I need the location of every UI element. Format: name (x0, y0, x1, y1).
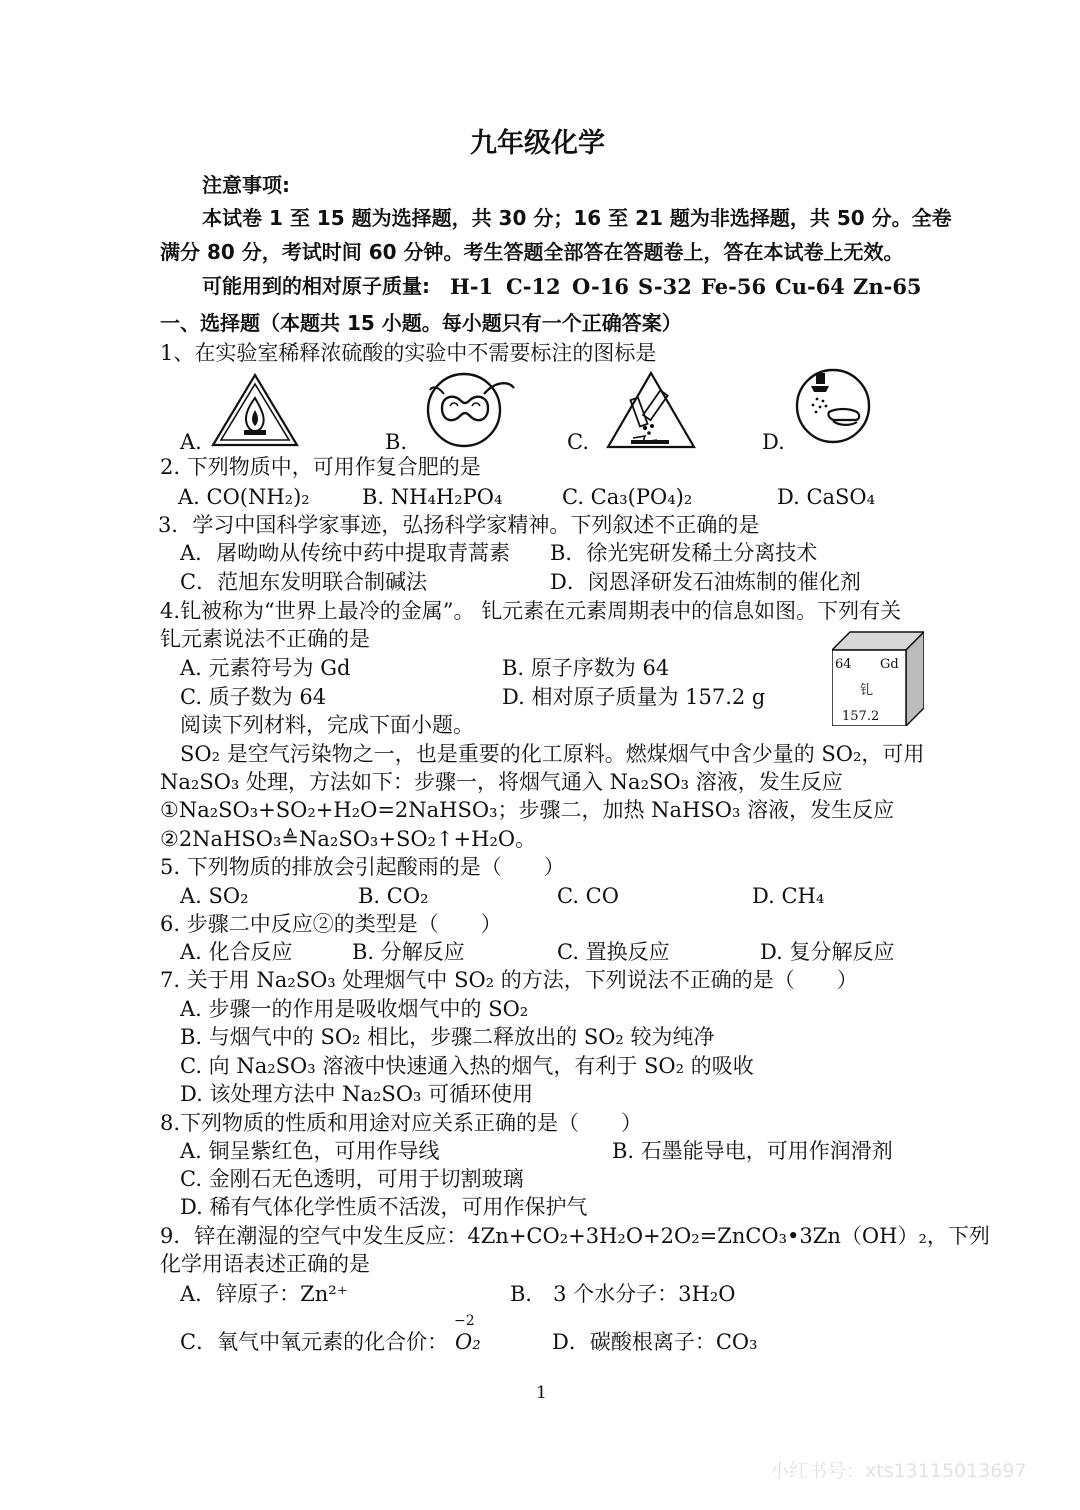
flame-warning-icon (210, 372, 300, 448)
q2-option-b: B. NH₄H₂PO₄ (362, 485, 503, 509)
corrosive-warning-icon (605, 370, 697, 450)
material-line-4: ②2NaHSO₃≜Na₂SO₃+SO₂↑+H₂O。 (160, 827, 537, 851)
atomic-mass-cu: Cu-64 (775, 274, 845, 299)
q5-option-c: C. CO (557, 884, 619, 908)
q6-option-d: D. 复分解反应 (760, 940, 895, 964)
q1-stem: 1、在实验室稀释浓硫酸的实验中不需要标注的图标是 (160, 341, 657, 365)
q3-option-a: A．屠呦呦从传统中药中提取青蒿素 (180, 541, 511, 565)
material-line-2: Na₂SO₃ 处理，方法如下：步骤一，将烟气通入 Na₂SO₃ 溶液，发生反应 (160, 770, 843, 794)
q8-option-d: D. 稀有气体化学性质不活泼，可用作保护气 (180, 1195, 588, 1219)
element-atomic-mass: 157.2 (842, 709, 880, 724)
q9-option-c-valence: −2 (454, 1313, 475, 1329)
element-cell-gadolinium (832, 630, 924, 726)
section-heading: 一、选择题（本题共 15 小题。每小题只有一个正确答案） (160, 311, 682, 335)
q6-stem: 6. 步骤二中反应②的类型是（ ） (160, 912, 502, 936)
q1-option-c-letter: C. (567, 430, 589, 454)
q7-option-d: D. 该处理方法中 Na₂SO₃ 可循环使用 (180, 1082, 534, 1106)
notice-heading: 注意事项: (202, 173, 290, 197)
hand-wash-icon (793, 366, 873, 446)
q6-option-a: A. 化合反应 (180, 940, 293, 964)
q5-option-d: D. CH₄ (752, 884, 825, 908)
element-name: 钆 (860, 683, 874, 698)
q8-option-b: B. 石墨能导电，可用作润滑剂 (612, 1139, 893, 1163)
element-symbol: Gd (880, 657, 899, 672)
q7-option-b: B. 与烟气中的 SO₂ 相比，步骤二释放出的 SO₂ 较为纯净 (180, 1025, 715, 1049)
q7-option-a: A. 步骤一的作用是吸收烟气中的 SO₂ (180, 997, 529, 1021)
q6-option-b: B. 分解反应 (352, 940, 465, 964)
q9-stem-line-2: 化学用语表述正确的是 (160, 1252, 370, 1276)
q4-option-c: C. 质子数为 64 (180, 685, 327, 709)
atomic-mass-label: 可能用到的相对原子质量: (202, 274, 430, 298)
q3-option-b: B．徐光宪研发稀土分离技术 (550, 541, 818, 565)
page-title: 九年级化学 (470, 128, 605, 159)
material-line-3: ①Na₂SO₃+SO₂+H₂O=2NaHSO₃；步骤二，加热 NaHSO₃ 溶液，发生反应 (160, 798, 895, 822)
q7-option-c: C. 向 Na₂SO₃ 溶液中快速通入热的烟气，有利于 SO₂ 的吸收 (180, 1054, 754, 1078)
q9-option-c-label: C．氧气中氧元素的化合价： (180, 1330, 449, 1354)
atomic-mass-fe: Fe-56 (701, 274, 767, 299)
atomic-mass-zn: Zn-65 (853, 274, 922, 299)
material-line-1: SO₂ 是空气污染物之一，也是重要的化工原料。燃煤烟气中含少量的 SO₂，可用 (180, 742, 925, 766)
atomic-mass-s: S-32 (638, 274, 692, 299)
q1-option-b-letter: B. (385, 430, 408, 454)
atomic-mass-c: C-12 (506, 274, 561, 299)
q3-option-c: C．范旭东发明联合制碱法 (180, 570, 428, 594)
notice-line-1: 本试卷 1 至 15 题为选择题，共 30 分；16 至 21 题为非选择题，共 50 分。全卷 (202, 206, 952, 230)
q2-option-d: D. CaSO₄ (777, 485, 876, 509)
q9-option-b: B． 3 个水分子：3H₂O (510, 1282, 736, 1306)
q7-stem: 7. 关于用 Na₂SO₃ 处理烟气中 SO₂ 的方法，下列说法不正确的是（ ） (160, 968, 858, 992)
q5-option-a: A. SO₂ (180, 884, 249, 908)
watermark: 小红书号：xts13115013697 (770, 1460, 1027, 1482)
q4-option-d: D. 相对原子质量为 157.2 g (502, 685, 766, 709)
page-number: 1 (536, 1383, 547, 1403)
element-atomic-number: 64 (835, 657, 852, 672)
reading-intro: 阅读下列材料，完成下面小题。 (180, 713, 474, 737)
q6-option-c: C. 置换反应 (557, 940, 670, 964)
q3-option-d: D．闵恩泽研发石油炼制的催化剂 (550, 570, 861, 594)
goggles-icon (420, 368, 520, 452)
q5-stem: 5. 下列物质的排放会引起酸雨的是（ ） (160, 855, 565, 879)
q8-stem: 8.下列物质的性质和用途对应关系正确的是（ ） (160, 1111, 643, 1135)
q1-option-d-letter: D. (762, 430, 785, 454)
q5-option-b: B. CO₂ (358, 884, 429, 908)
q4-option-b: B. 原子序数为 64 (502, 656, 670, 680)
q8-option-a: A. 铜呈紫红色，可用作导线 (180, 1139, 440, 1163)
q1-option-a-letter: A. (180, 430, 202, 454)
q9-stem-line-1: 9．锌在潮湿的空气中发生反应：4Zn+CO₂+3H₂O+2O₂=ZnCO₃•3Zn（OH）₂，下列 (160, 1224, 990, 1248)
atomic-mass-o: O-16 (572, 274, 630, 299)
q9-option-a: A．锌原子：Zn²⁺ (180, 1282, 348, 1306)
q9-option-c-formula: O₂ (455, 1330, 481, 1354)
q8-option-c: C. 金刚石无色透明，可用于切割玻璃 (180, 1167, 524, 1191)
q4-stem-line-1: 4.钆被称为“世界上最冷的金属”。 钆元素在元素周期表中的信息如图。下列有关 (160, 599, 902, 623)
q3-stem: 3．学习中国科学家事迹，弘扬科学家精神。下列叙述不正确的是 (158, 513, 760, 537)
q2-option-a: A. CO(NH₂)₂ (178, 485, 310, 509)
q4-stem-line-2: 钆元素说法不正确的是 (160, 627, 370, 651)
q2-option-c: C. Ca₃(PO₄)₂ (562, 485, 693, 509)
atomic-mass-h: H-1 (450, 274, 494, 299)
notice-line-2: 满分 80 分，考试时间 60 分钟。考生答题全部答在答题卷上，答在本试卷上无效。 (160, 240, 904, 264)
q2-stem: 2. 下列物质中，可用作复合肥的是 (160, 455, 481, 479)
q4-option-a: A. 元素符号为 Gd (180, 656, 351, 680)
q9-option-d: D．碳酸根离子：CO₃ (552, 1330, 758, 1354)
